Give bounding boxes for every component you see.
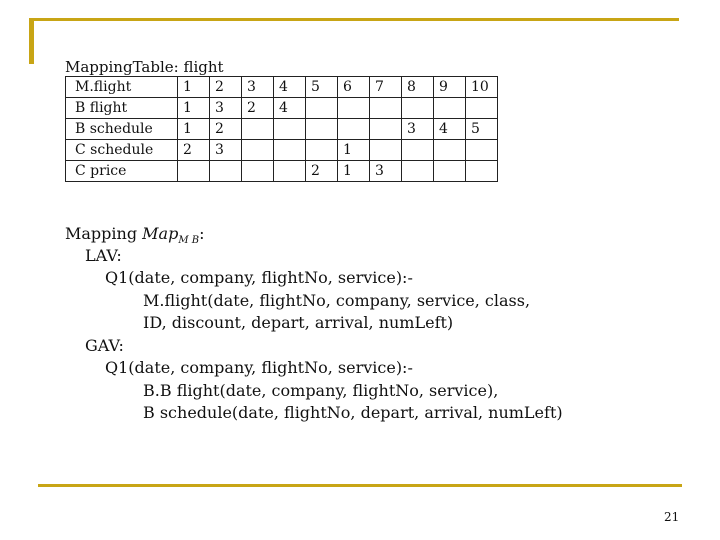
table-cell: 4 <box>434 119 466 140</box>
table-cell <box>338 119 370 140</box>
table-cell: 3 <box>370 161 402 182</box>
table-row <box>66 98 498 119</box>
mapping-line: Q1(date, company, flightNo, service):- <box>105 268 413 287</box>
table-cell: 1 <box>178 77 210 98</box>
table-cell <box>274 119 306 140</box>
table-row <box>66 161 498 182</box>
mapping-var: Map <box>142 224 179 243</box>
table-cell: 3 <box>210 98 242 119</box>
row-label: C schedule <box>66 140 178 161</box>
table-cell <box>402 161 434 182</box>
table-cell <box>466 140 498 161</box>
table-cell <box>306 98 338 119</box>
row-label: M.flight <box>66 77 178 98</box>
table-cell: 3 <box>402 119 434 140</box>
table-cell: 2 <box>178 140 210 161</box>
table-cell <box>402 98 434 119</box>
table-cell <box>402 140 434 161</box>
mapping-line: Q1(date, company, flightNo, service):- <box>105 358 413 377</box>
decorative-top-bar <box>29 18 679 21</box>
table-cell: 2 <box>306 161 338 182</box>
table-cell: 10 <box>466 77 498 98</box>
table-cell: 6 <box>338 77 370 98</box>
table-cell: 3 <box>242 77 274 98</box>
table-cell <box>338 98 370 119</box>
mapping-line: M.flight(date, flightNo, company, service, class, <box>143 291 531 310</box>
mapping-line: ID, discount, depart, arrival, numLeft) <box>143 313 454 332</box>
table-caption: MappingTable: flight <box>65 58 224 76</box>
row-label: C price <box>66 161 178 182</box>
table-cell <box>242 161 274 182</box>
table-cell: 1 <box>178 119 210 140</box>
table-cell <box>274 161 306 182</box>
table-cell <box>274 140 306 161</box>
table-cell: 4 <box>274 77 306 98</box>
table-cell <box>434 161 466 182</box>
table-cell: 5 <box>466 119 498 140</box>
page-number: 21 <box>664 510 680 524</box>
mapping-subscript: M B <box>178 235 200 247</box>
table-cell: 8 <box>402 77 434 98</box>
table-cell: 5 <box>306 77 338 98</box>
table-cell <box>370 140 402 161</box>
mapping-line: B.B flight(date, company, flightNo, service), <box>143 381 499 400</box>
table-cell: 2 <box>210 77 242 98</box>
table-cell: 2 <box>210 119 242 140</box>
mapping-suffix: : <box>199 224 205 243</box>
mapping-line: B schedule(date, flightNo, depart, arrival, numLeft) <box>143 403 563 422</box>
table-cell <box>242 140 274 161</box>
table-cell: 1 <box>338 161 370 182</box>
table-cell <box>370 98 402 119</box>
table-cell: 9 <box>434 77 466 98</box>
table-cell: 7 <box>370 77 402 98</box>
mapping-line: GAV: <box>85 336 124 355</box>
table-cell <box>242 119 274 140</box>
table-cell <box>434 98 466 119</box>
table-cell <box>306 140 338 161</box>
decorative-bottom-bar <box>38 484 682 487</box>
table-cell <box>466 98 498 119</box>
table-cell <box>370 119 402 140</box>
table-cell: 1 <box>338 140 370 161</box>
table-row <box>66 140 498 161</box>
table-cell: 3 <box>210 140 242 161</box>
table-row <box>66 77 498 98</box>
table-cell <box>210 161 242 182</box>
table-cell <box>466 161 498 182</box>
mapping-table <box>65 76 498 182</box>
mapping-title <box>65 224 205 246</box>
table-cell: 4 <box>274 98 306 119</box>
mapping-prefix: Mapping <box>65 224 143 243</box>
table-cell: 2 <box>242 98 274 119</box>
row-label: B schedule <box>66 119 178 140</box>
table-cell: 1 <box>178 98 210 119</box>
table-cell <box>434 140 466 161</box>
table-cell <box>178 161 210 182</box>
decorative-vertical-bar <box>29 18 34 64</box>
table-row <box>66 119 498 140</box>
row-label: B flight <box>66 98 178 119</box>
mapping-line: LAV: <box>85 246 122 265</box>
table-cell <box>306 119 338 140</box>
